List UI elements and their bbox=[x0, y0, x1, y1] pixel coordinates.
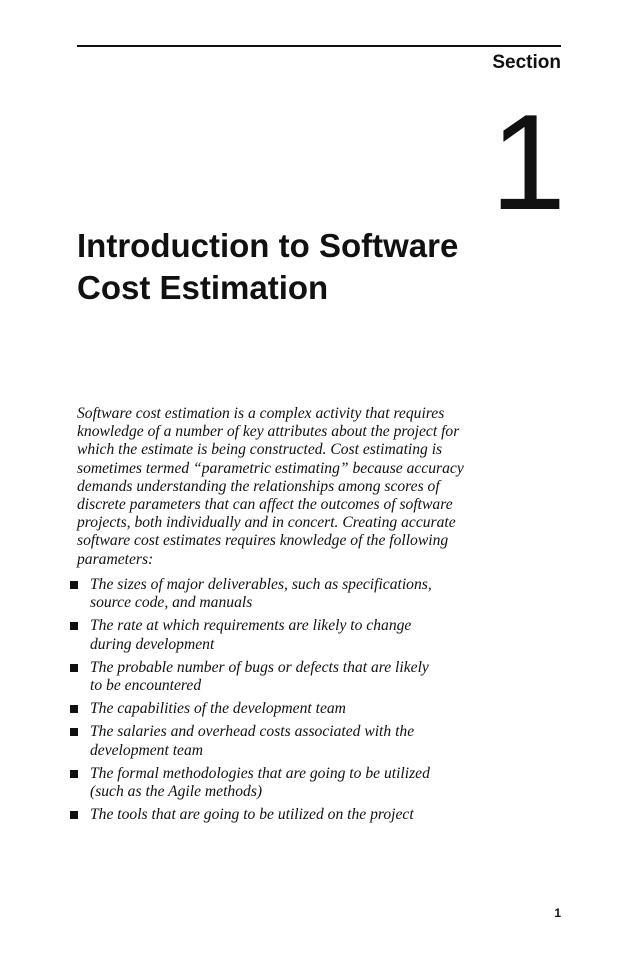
list-item-line: to be encountered bbox=[90, 677, 202, 695]
chapter-title-line: Cost Estimation bbox=[77, 269, 329, 306]
square-bullet-icon bbox=[70, 770, 78, 778]
intro-line: Software cost estimation is a complex activity that requires bbox=[77, 405, 445, 422]
list-item-line: development team bbox=[90, 741, 204, 759]
list-item bbox=[70, 723, 510, 759]
list-item bbox=[70, 700, 510, 718]
intro-line: discrete parameters that can affect the outcomes of software bbox=[77, 496, 453, 514]
list-item-line: The formal methodologies that are going to be utilized bbox=[90, 764, 430, 782]
square-bullet-icon bbox=[70, 811, 78, 819]
list-item-line: (such as the Agile methods) bbox=[90, 783, 263, 801]
list-item-line: The salaries and overhead costs associated with the bbox=[90, 723, 415, 741]
list-item-line: The capabilities of the development team bbox=[90, 700, 346, 718]
list-item-line: source code, and manuals bbox=[90, 594, 253, 612]
intro-line: software cost estimates requires knowledge of the following bbox=[77, 532, 449, 550]
square-bullet-icon bbox=[70, 581, 78, 589]
list-item bbox=[70, 806, 510, 824]
square-bullet-icon bbox=[70, 622, 78, 630]
parameter-list bbox=[70, 576, 510, 829]
intro-line: sometimes termed “parametric estimating” because accuracy bbox=[77, 459, 464, 477]
square-bullet-icon bbox=[70, 664, 78, 672]
list-item bbox=[70, 617, 510, 653]
list-item-line: The rate at which requirements are likely to change bbox=[90, 617, 412, 635]
section-number: 1 bbox=[490, 86, 564, 238]
square-bullet-icon bbox=[70, 705, 78, 713]
intro-line: knowledge of a number of key attributes about the project for bbox=[77, 423, 460, 441]
list-item bbox=[70, 765, 510, 801]
list-item-line: The probable number of bugs or defects that are likely bbox=[90, 658, 429, 676]
list-item-line: The sizes of major deliverables, such as specifications, bbox=[90, 576, 432, 593]
square-bullet-icon bbox=[70, 728, 78, 736]
list-item bbox=[70, 576, 510, 612]
chapter-title bbox=[77, 225, 517, 309]
intro-paragraph bbox=[77, 405, 507, 569]
intro-line: demands understanding the relationships among scores of bbox=[77, 477, 440, 495]
section-label: Section bbox=[492, 52, 561, 73]
page-number: 1 bbox=[554, 906, 561, 920]
intro-line: which the estimate is being constructed. Cost estimating is bbox=[77, 441, 443, 459]
intro-line: parameters: bbox=[77, 550, 154, 568]
header-rule bbox=[77, 45, 561, 47]
list-item-line: The tools that are going to be utilized on the project bbox=[90, 806, 414, 824]
list-item bbox=[70, 659, 510, 695]
list-item-line: during development bbox=[90, 635, 215, 653]
intro-line: projects, both individually and in concert. Creating accurate bbox=[77, 514, 456, 532]
chapter-title-line: Introduction to Software bbox=[77, 227, 459, 264]
